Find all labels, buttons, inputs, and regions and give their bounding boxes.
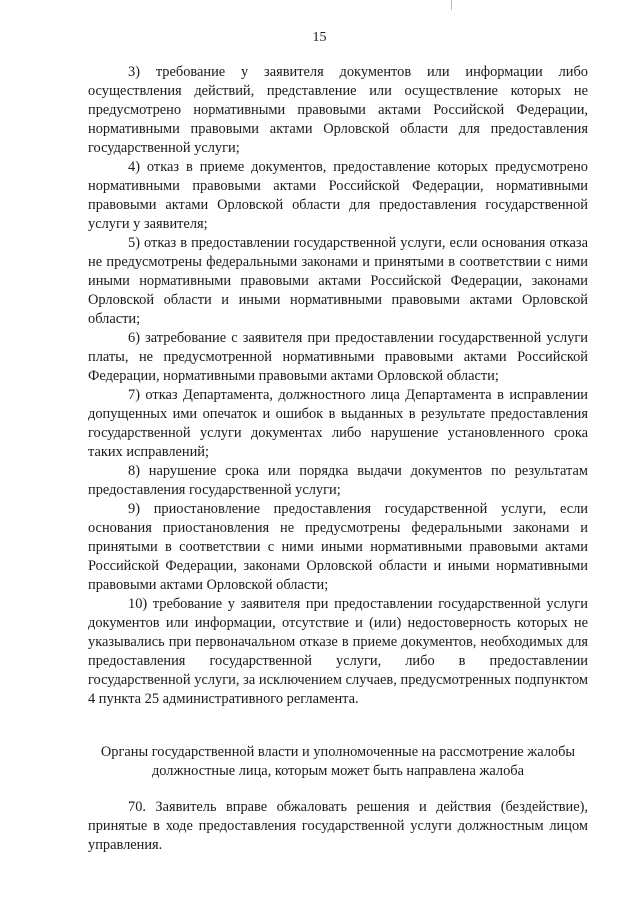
list-item-3: 3) требование у заявителя документов или информации либо осуществления действий, представление или осуществление которых не предусмотрено нормативными правовыми актами Российской Федерации, нормативными правовыми актами Орловской области для предоставления государственной услуги; [88,64,588,156]
page-number: 15 [312,30,327,45]
list-item-9: 9) приостановление предоставления государственной услуги, если основания приостановления не предусмотрены федеральными законами и принятыми в соответствии с ними иными нормативными правовыми актами Российской Федерации, законами Орловской области и иными нормативными правовыми актами Орловской области; [88,501,588,593]
list-item-5: 5) отказ в предоставлении государственной услуги, если основания отказа не предусмотрены федеральными законами и принятыми в соответствии с ними иными нормативными правовыми актами Российской Федерации, законами Орловской области и иными нормативными правовыми актами Орловской области; [88,235,588,327]
list-item-8: 8) нарушение срока или порядка выдачи документов по результатам предоставления государственной услуги; [88,463,588,498]
list-item-7: 7) отказ Департамента, должностного лица Департамента в исправлении допущенных ими опечаток и ошибок в выданных в результате предоставления государственной услуги документах либо нарушение установленного срока таких исправлений; [88,387,588,460]
list-item-6: 6) затребование с заявителя при предоставлении государственной услуги платы, не предусмотренной нормативными правовыми актами Российской Федерации, нормативными правовыми актами Орловской области; [88,330,588,384]
spacer [88,781,588,798]
scan-edge-mark [451,0,452,10]
section-heading-line-1: Органы государственной власти и уполномоченные на рассмотрение жалобы [100,744,576,760]
list-item-4: 4) отказ в приеме документов, предоставление которых предусмотрено нормативными правовыми актами Российской Федерации, нормативными правовыми актами Орловской области для предоставления государственной услуги у заявителя; [88,159,588,232]
document-body [88,63,588,855]
section-heading-line-2: должностные лица, которым может быть направлена жалоба [151,763,525,779]
spacer [88,709,588,743]
paragraph-70: 70. Заявитель вправе обжаловать решения и действия (бездействие), принятые в ходе предоставления государственной услуги должностным лицом управления. [88,799,588,853]
list-item-10: 10) требование у заявителя при предоставлении государственной услуги документов или информации, отсутствие и (или) недостоверность которых не указывались при первоначальном отказе в приеме документов, необходимых для предоставления государственной услуги, либо в предоставлении государственной услуги, за исключением случаев, предусмотренных подпунктом 4 пункта 25 административного регламента. [88,596,588,707]
